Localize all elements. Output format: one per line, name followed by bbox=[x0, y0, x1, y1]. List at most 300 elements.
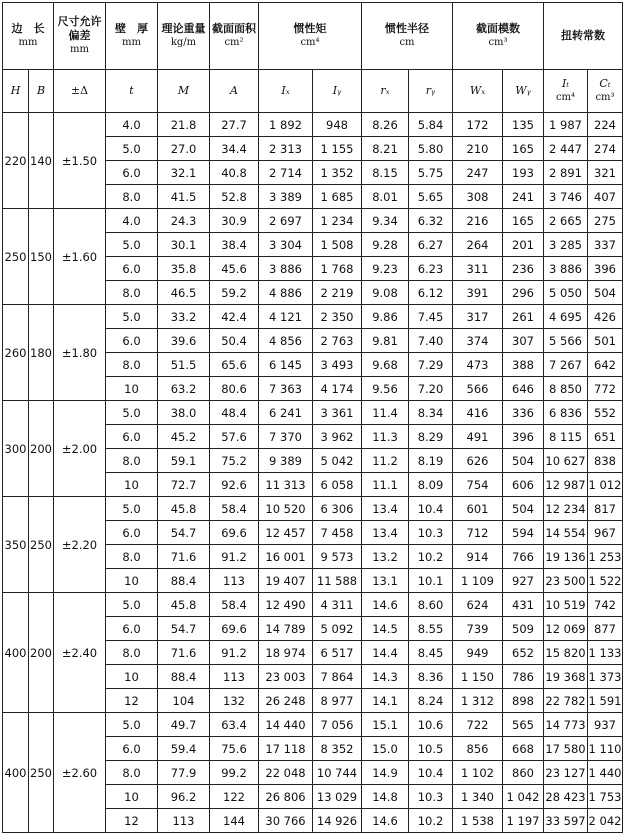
table-cell: 26 248 bbox=[259, 689, 313, 713]
table-cell: 8.26 bbox=[362, 113, 409, 137]
table-cell: 3 746 bbox=[544, 185, 588, 209]
table-cell: 12 490 bbox=[259, 593, 313, 617]
side-length-header: 边 长 mm bbox=[3, 3, 54, 70]
table-cell: 4 856 bbox=[259, 329, 313, 353]
table-cell: 337 bbox=[588, 233, 623, 257]
radius-of-gyration-header: 惯性半径 cm bbox=[362, 3, 453, 70]
table-cell: 2 714 bbox=[259, 161, 313, 185]
table-cell: 172 bbox=[453, 113, 503, 137]
symbol-rx: rₓ bbox=[362, 70, 409, 113]
table-cell: 165 bbox=[503, 209, 544, 233]
table-cell: 10.2 bbox=[409, 809, 453, 833]
table-cell: 4 121 bbox=[259, 305, 313, 329]
table-cell: 77.9 bbox=[158, 761, 210, 785]
table-cell: 49.7 bbox=[158, 713, 210, 737]
table-cell: 104 bbox=[158, 689, 210, 713]
table-cell: 391 bbox=[453, 281, 503, 305]
table-cell: 9.23 bbox=[362, 257, 409, 281]
table-cell: 308 bbox=[453, 185, 503, 209]
table-cell: 4 174 bbox=[313, 377, 362, 401]
table-cell: 8.19 bbox=[409, 449, 453, 473]
table-cell: 651 bbox=[588, 425, 623, 449]
table-cell: 28 423 bbox=[544, 785, 588, 809]
table-cell: 1 892 bbox=[259, 113, 313, 137]
table-cell: 2 697 bbox=[259, 209, 313, 233]
table-cell: 10 bbox=[106, 569, 158, 593]
table-cell: 396 bbox=[588, 257, 623, 281]
table-cell: 59.1 bbox=[158, 449, 210, 473]
table-cell: 113 bbox=[158, 809, 210, 833]
table-cell: 3 389 bbox=[259, 185, 313, 209]
table-cell: 63.4 bbox=[210, 713, 259, 737]
table-cell: 10.5 bbox=[409, 737, 453, 761]
table-cell: 10 627 bbox=[544, 449, 588, 473]
table-cell: 12 987 bbox=[544, 473, 588, 497]
table-cell: 14.9 bbox=[362, 761, 409, 785]
table-cell: 12 bbox=[106, 809, 158, 833]
table-cell: 4.0 bbox=[106, 113, 158, 137]
table-cell: 17 118 bbox=[259, 737, 313, 761]
table-cell: 12 069 bbox=[544, 617, 588, 641]
table-cell: 6 517 bbox=[313, 641, 362, 665]
table-cell: 5.0 bbox=[106, 233, 158, 257]
table-cell: 4 695 bbox=[544, 305, 588, 329]
symbol-H: H bbox=[3, 70, 29, 113]
table-cell: 838 bbox=[588, 449, 623, 473]
table-cell: 3 493 bbox=[313, 353, 362, 377]
table-cell: 9.81 bbox=[362, 329, 409, 353]
table-cell: 1 155 bbox=[313, 137, 362, 161]
table-cell: 6.0 bbox=[106, 425, 158, 449]
moment-of-inertia-header: 惯性矩 cm⁴ bbox=[259, 3, 362, 70]
table-cell: 5.0 bbox=[106, 713, 158, 737]
table-cell: 1 538 bbox=[453, 809, 503, 833]
table-cell: 5.84 bbox=[409, 113, 453, 137]
table-cell: 13.4 bbox=[362, 497, 409, 521]
table-cell: 23 003 bbox=[259, 665, 313, 689]
table-cell: 40.8 bbox=[210, 161, 259, 185]
table-cell: 10.2 bbox=[409, 545, 453, 569]
table-cell: 8.24 bbox=[409, 689, 453, 713]
table-cell: 388 bbox=[503, 353, 544, 377]
group-H-cell: 250 bbox=[3, 209, 29, 305]
table-cell: 71.6 bbox=[158, 641, 210, 665]
table-cell: 50.4 bbox=[210, 329, 259, 353]
table-cell: 8.34 bbox=[409, 401, 453, 425]
table-cell: 937 bbox=[588, 713, 623, 737]
table-cell: 72.7 bbox=[158, 473, 210, 497]
table-cell: 10 bbox=[106, 785, 158, 809]
table-cell: 13.4 bbox=[362, 521, 409, 545]
table-cell: 14.5 bbox=[362, 617, 409, 641]
table-cell: 14.6 bbox=[362, 809, 409, 833]
table-cell: 91.2 bbox=[210, 545, 259, 569]
table-cell: 11.2 bbox=[362, 449, 409, 473]
table-cell: 34.4 bbox=[210, 137, 259, 161]
table-cell: 113 bbox=[210, 665, 259, 689]
table-cell: 8.55 bbox=[409, 617, 453, 641]
table-cell: 473 bbox=[453, 353, 503, 377]
table-cell: 57.6 bbox=[210, 425, 259, 449]
table-cell: 4 886 bbox=[259, 281, 313, 305]
table-cell: 14 789 bbox=[259, 617, 313, 641]
table-cell: 71.6 bbox=[158, 545, 210, 569]
table-cell: 261 bbox=[503, 305, 544, 329]
table-cell: 6.32 bbox=[409, 209, 453, 233]
table-cell: 1 110 bbox=[588, 737, 623, 761]
table-cell: 35.8 bbox=[158, 257, 210, 281]
table-cell: 9.08 bbox=[362, 281, 409, 305]
symbol-Ct: Cₜ cm³ bbox=[588, 70, 623, 113]
table-cell: 1 522 bbox=[588, 569, 623, 593]
table-cell: 210 bbox=[453, 137, 503, 161]
tolerance-header: 尺寸允许偏差 mm bbox=[54, 3, 106, 70]
table-cell: 3 886 bbox=[259, 257, 313, 281]
table-cell: 13.2 bbox=[362, 545, 409, 569]
table-cell: 1 234 bbox=[313, 209, 362, 233]
table-cell: 860 bbox=[503, 761, 544, 785]
table-cell: 23 127 bbox=[544, 761, 588, 785]
table-cell: 122 bbox=[210, 785, 259, 809]
table-cell: 92.6 bbox=[210, 473, 259, 497]
table-cell: 23 500 bbox=[544, 569, 588, 593]
table-cell: 317 bbox=[453, 305, 503, 329]
table-cell: 14.1 bbox=[362, 689, 409, 713]
table-row bbox=[3, 113, 623, 137]
table-cell: 19 136 bbox=[544, 545, 588, 569]
table-cell: 6 306 bbox=[313, 497, 362, 521]
table-cell: 10.3 bbox=[409, 785, 453, 809]
table-cell: 9.68 bbox=[362, 353, 409, 377]
table-cell: 12 234 bbox=[544, 497, 588, 521]
table-cell: 45.8 bbox=[158, 497, 210, 521]
table-cell: 5 050 bbox=[544, 281, 588, 305]
group-B-cell: 250 bbox=[29, 713, 54, 833]
table-cell: 8.36 bbox=[409, 665, 453, 689]
table-cell: 216 bbox=[453, 209, 503, 233]
table-cell: 1 440 bbox=[588, 761, 623, 785]
table-row bbox=[3, 497, 623, 521]
table-cell: 14.3 bbox=[362, 665, 409, 689]
table-cell: 5.0 bbox=[106, 593, 158, 617]
table-cell: 1 197 bbox=[503, 809, 544, 833]
table-cell: 33.2 bbox=[158, 305, 210, 329]
table-cell: 69.6 bbox=[210, 617, 259, 641]
group-B-cell: 250 bbox=[29, 497, 54, 593]
table-cell: 817 bbox=[588, 497, 623, 521]
table-cell: 16 001 bbox=[259, 545, 313, 569]
table-cell: 565 bbox=[503, 713, 544, 737]
group-tolerance-cell: ±2.40 bbox=[54, 593, 106, 713]
torsion-constant-header: 扭转常数 bbox=[544, 3, 623, 70]
table-cell: 32.1 bbox=[158, 161, 210, 185]
table-cell: 7.29 bbox=[409, 353, 453, 377]
table-cell: 9.86 bbox=[362, 305, 409, 329]
table-cell: 45.6 bbox=[210, 257, 259, 281]
group-tolerance-cell: ±1.80 bbox=[54, 305, 106, 401]
group-B-cell: 200 bbox=[29, 401, 54, 497]
table-cell: 30 766 bbox=[259, 809, 313, 833]
table-cell: 275 bbox=[588, 209, 623, 233]
table-cell: 201 bbox=[503, 233, 544, 257]
table-cell: 8.0 bbox=[106, 353, 158, 377]
table-cell: 6.0 bbox=[106, 521, 158, 545]
group-tolerance-cell: ±1.50 bbox=[54, 113, 106, 209]
table-cell: 41.5 bbox=[158, 185, 210, 209]
group-tolerance-cell: ±1.60 bbox=[54, 209, 106, 305]
table-cell: 6 058 bbox=[313, 473, 362, 497]
table-cell: 6.27 bbox=[409, 233, 453, 257]
table-cell: 88.4 bbox=[158, 665, 210, 689]
wall-thickness-header: 壁 厚 mm bbox=[106, 3, 158, 70]
table-cell: 75.6 bbox=[210, 737, 259, 761]
symbol-A: A bbox=[210, 70, 259, 113]
table-cell: 1 352 bbox=[313, 161, 362, 185]
table-cell: 11.1 bbox=[362, 473, 409, 497]
table-cell: 712 bbox=[453, 521, 503, 545]
table-cell: 8.0 bbox=[106, 281, 158, 305]
table-cell: 30.1 bbox=[158, 233, 210, 257]
table-cell: 75.2 bbox=[210, 449, 259, 473]
table-cell: 13.1 bbox=[362, 569, 409, 593]
table-cell: 5 566 bbox=[544, 329, 588, 353]
table-cell: 2 763 bbox=[313, 329, 362, 353]
table-cell: 566 bbox=[453, 377, 503, 401]
table-cell: 504 bbox=[503, 449, 544, 473]
table-cell: 80.6 bbox=[210, 377, 259, 401]
section-properties-table bbox=[2, 2, 623, 833]
table-cell: 7 056 bbox=[313, 713, 362, 737]
group-B-cell: 200 bbox=[29, 593, 54, 713]
table-cell: 11.3 bbox=[362, 425, 409, 449]
group-H-cell: 300 bbox=[3, 401, 29, 497]
table-cell: 9 573 bbox=[313, 545, 362, 569]
table-cell: 99.2 bbox=[210, 761, 259, 785]
table-cell: 742 bbox=[588, 593, 623, 617]
table-cell: 856 bbox=[453, 737, 503, 761]
table-cell: 6.0 bbox=[106, 737, 158, 761]
symbol-It: Iₜ cm⁴ bbox=[544, 70, 588, 113]
table-cell: 1 508 bbox=[313, 233, 362, 257]
table-cell: 8.0 bbox=[106, 449, 158, 473]
table-cell: 1 102 bbox=[453, 761, 503, 785]
table-cell: 967 bbox=[588, 521, 623, 545]
table-cell: 8.0 bbox=[106, 185, 158, 209]
table-cell: 46.5 bbox=[158, 281, 210, 305]
table-row bbox=[3, 305, 623, 329]
table-cell: 51.5 bbox=[158, 353, 210, 377]
table-cell: 10 bbox=[106, 473, 158, 497]
table-cell: 22 048 bbox=[259, 761, 313, 785]
table-cell: 2 350 bbox=[313, 305, 362, 329]
table-cell: 11.4 bbox=[362, 401, 409, 425]
table-cell: 7.20 bbox=[409, 377, 453, 401]
table-cell: 5.65 bbox=[409, 185, 453, 209]
table-cell: 5.75 bbox=[409, 161, 453, 185]
table-cell: 8.60 bbox=[409, 593, 453, 617]
group-H-cell: 400 bbox=[3, 713, 29, 833]
table-cell: 416 bbox=[453, 401, 503, 425]
table-cell: 19 368 bbox=[544, 665, 588, 689]
table-cell: 1 109 bbox=[453, 569, 503, 593]
table-cell: 8.21 bbox=[362, 137, 409, 161]
table-cell: 601 bbox=[453, 497, 503, 521]
table-cell: 8 115 bbox=[544, 425, 588, 449]
table-cell: 27.7 bbox=[210, 113, 259, 137]
symbol-ry: rᵧ bbox=[409, 70, 453, 113]
section-modulus-header: 截面模数 cm³ bbox=[453, 3, 544, 70]
table-cell: 374 bbox=[453, 329, 503, 353]
symbol-Ix: Iₓ bbox=[259, 70, 313, 113]
table-cell: 13 029 bbox=[313, 785, 362, 809]
table-cell: 336 bbox=[503, 401, 544, 425]
table-cell: 426 bbox=[588, 305, 623, 329]
table-cell: 2 665 bbox=[544, 209, 588, 233]
table-cell: 624 bbox=[453, 593, 503, 617]
table-cell: 88.4 bbox=[158, 569, 210, 593]
table-cell: 10.3 bbox=[409, 521, 453, 545]
table-cell: 65.6 bbox=[210, 353, 259, 377]
table-cell: 7 267 bbox=[544, 353, 588, 377]
table-cell: 491 bbox=[453, 425, 503, 449]
table-cell: 9.34 bbox=[362, 209, 409, 233]
table-cell: 18 974 bbox=[259, 641, 313, 665]
table-cell: 1 373 bbox=[588, 665, 623, 689]
table-cell: 8 977 bbox=[313, 689, 362, 713]
table-cell: 15.1 bbox=[362, 713, 409, 737]
symbol-t: t bbox=[106, 70, 158, 113]
table-cell: 10 519 bbox=[544, 593, 588, 617]
table-cell: 15 820 bbox=[544, 641, 588, 665]
table-cell: 21.8 bbox=[158, 113, 210, 137]
table-cell: 504 bbox=[503, 497, 544, 521]
table-cell: 224 bbox=[588, 113, 623, 137]
table-cell: 69.6 bbox=[210, 521, 259, 545]
table-cell: 668 bbox=[503, 737, 544, 761]
table-cell: 24.3 bbox=[158, 209, 210, 233]
table-cell: 321 bbox=[588, 161, 623, 185]
table-cell: 15.0 bbox=[362, 737, 409, 761]
table-row bbox=[3, 593, 623, 617]
group-B-cell: 140 bbox=[29, 113, 54, 209]
symbol-Wx: Wₓ bbox=[453, 70, 503, 113]
table-cell: 14.8 bbox=[362, 785, 409, 809]
table-cell: 626 bbox=[453, 449, 503, 473]
table-cell: 754 bbox=[453, 473, 503, 497]
table-cell: 8.45 bbox=[409, 641, 453, 665]
table-cell: 8.29 bbox=[409, 425, 453, 449]
table-cell: 9 389 bbox=[259, 449, 313, 473]
table-cell: 8.0 bbox=[106, 761, 158, 785]
table-cell: 4 311 bbox=[313, 593, 362, 617]
table-cell: 10 744 bbox=[313, 761, 362, 785]
table-cell: 58.4 bbox=[210, 593, 259, 617]
table-cell: 3 886 bbox=[544, 257, 588, 281]
table-cell: 6.0 bbox=[106, 161, 158, 185]
table-cell: 59.2 bbox=[210, 281, 259, 305]
header-row-labels bbox=[3, 3, 623, 70]
table-cell: 3 361 bbox=[313, 401, 362, 425]
table-cell: 877 bbox=[588, 617, 623, 641]
table-cell: 766 bbox=[503, 545, 544, 569]
table-row bbox=[3, 713, 623, 737]
table-cell: 1 591 bbox=[588, 689, 623, 713]
table-cell: 8 850 bbox=[544, 377, 588, 401]
table-cell: 307 bbox=[503, 329, 544, 353]
table-cell: 54.7 bbox=[158, 521, 210, 545]
table-cell: 8.0 bbox=[106, 641, 158, 665]
table-cell: 1 150 bbox=[453, 665, 503, 689]
table-cell: 236 bbox=[503, 257, 544, 281]
table-cell: 6.0 bbox=[106, 617, 158, 641]
table-cell: 6 241 bbox=[259, 401, 313, 425]
table-cell: 14 554 bbox=[544, 521, 588, 545]
table-cell: 739 bbox=[453, 617, 503, 641]
table-cell: 2 313 bbox=[259, 137, 313, 161]
table-cell: 45.8 bbox=[158, 593, 210, 617]
table-cell: 898 bbox=[503, 689, 544, 713]
table-cell: 2 042 bbox=[588, 809, 623, 833]
table-cell: 5.0 bbox=[106, 137, 158, 161]
table-cell: 12 bbox=[106, 689, 158, 713]
table-cell: 7 864 bbox=[313, 665, 362, 689]
table-body bbox=[3, 113, 623, 833]
table-cell: 11 588 bbox=[313, 569, 362, 593]
table-cell: 48.4 bbox=[210, 401, 259, 425]
table-cell: 7 363 bbox=[259, 377, 313, 401]
table-cell: 14 440 bbox=[259, 713, 313, 737]
table-cell: 1 753 bbox=[588, 785, 623, 809]
table-cell: 2 219 bbox=[313, 281, 362, 305]
table-cell: 132 bbox=[210, 689, 259, 713]
table-cell: 8.0 bbox=[106, 545, 158, 569]
table-cell: 22 782 bbox=[544, 689, 588, 713]
symbol-M: M bbox=[158, 70, 210, 113]
table-cell: 241 bbox=[503, 185, 544, 209]
area-header: 截面面积 cm² bbox=[210, 3, 259, 70]
table-cell: 6.0 bbox=[106, 257, 158, 281]
table-cell: 10.4 bbox=[409, 761, 453, 785]
symbol-Iy: Iᵧ bbox=[313, 70, 362, 113]
table-cell: 1 685 bbox=[313, 185, 362, 209]
table-cell: 3 304 bbox=[259, 233, 313, 257]
table-cell: 54.7 bbox=[158, 617, 210, 641]
table-cell: 14.6 bbox=[362, 593, 409, 617]
table-cell: 8 352 bbox=[313, 737, 362, 761]
table-cell: 9.56 bbox=[362, 377, 409, 401]
group-H-cell: 400 bbox=[3, 593, 29, 713]
table-cell: 2 891 bbox=[544, 161, 588, 185]
table-cell: 91.2 bbox=[210, 641, 259, 665]
table-cell: 96.2 bbox=[158, 785, 210, 809]
table-cell: 14 926 bbox=[313, 809, 362, 833]
group-tolerance-cell: ±2.00 bbox=[54, 401, 106, 497]
group-H-cell: 260 bbox=[3, 305, 29, 401]
table-cell: 5.0 bbox=[106, 305, 158, 329]
group-H-cell: 220 bbox=[3, 113, 29, 209]
group-B-cell: 150 bbox=[29, 209, 54, 305]
table-cell: 9.28 bbox=[362, 233, 409, 257]
table-cell: 27.0 bbox=[158, 137, 210, 161]
table-cell: 11 313 bbox=[259, 473, 313, 497]
table-cell: 652 bbox=[503, 641, 544, 665]
mass-header: 理论重量 kg/m bbox=[158, 3, 210, 70]
table-cell: 165 bbox=[503, 137, 544, 161]
table-cell: 8.09 bbox=[409, 473, 453, 497]
table-cell: 1 768 bbox=[313, 257, 362, 281]
table-cell: 642 bbox=[588, 353, 623, 377]
table-cell: 311 bbox=[453, 257, 503, 281]
